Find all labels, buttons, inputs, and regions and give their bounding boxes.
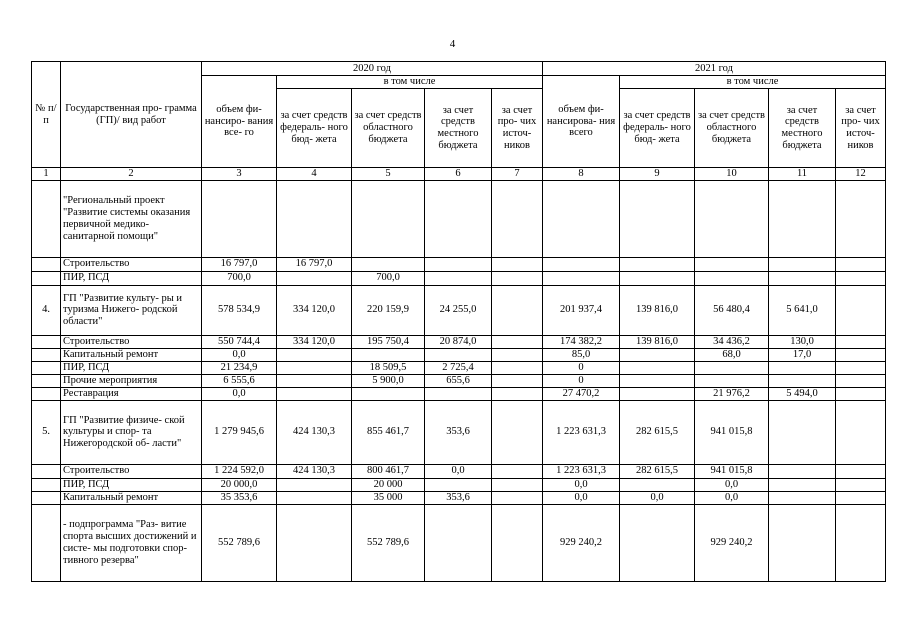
header-total-2020: объем фи- нансиро- вания все- го <box>202 76 277 168</box>
row-name: Строительство <box>61 335 202 348</box>
cell-c7 <box>492 257 543 271</box>
cell-c11 <box>769 257 836 271</box>
row-number <box>32 491 61 504</box>
header-total-2021: объем фи- нансирова- ния всего <box>543 76 620 168</box>
column-number: 9 <box>620 168 695 181</box>
row-number <box>32 464 61 478</box>
cell-c10: 0,0 <box>695 478 769 491</box>
cell-c4 <box>277 180 352 257</box>
cell-c3: 0,0 <box>202 387 277 400</box>
table-row <box>32 491 886 504</box>
cell-c5 <box>352 257 425 271</box>
cell-c6: 20 874,0 <box>425 335 492 348</box>
cell-c11 <box>769 180 836 257</box>
cell-c9 <box>620 348 695 361</box>
cell-c11 <box>769 374 836 387</box>
page-number: 4 <box>449 38 456 50</box>
cell-c9 <box>620 374 695 387</box>
cell-c6 <box>425 348 492 361</box>
header-year-2020: 2020 год <box>202 62 543 76</box>
cell-c5 <box>352 180 425 257</box>
cell-c10: 56 480,4 <box>695 285 769 335</box>
cell-c9: 282 615,5 <box>620 464 695 478</box>
cell-c3: 552 789,6 <box>202 504 277 581</box>
cell-c8: 929 240,2 <box>543 504 620 581</box>
cell-c8 <box>543 257 620 271</box>
row-number <box>32 374 61 387</box>
table-row <box>32 361 886 374</box>
row-name: "Региональный проект "Развитие системы оказания первичной медико-санитарной помощи" <box>61 180 202 257</box>
column-number: 8 <box>543 168 620 181</box>
row-name: ПИР, ПСД <box>61 271 202 285</box>
cell-c12 <box>836 285 886 335</box>
cell-c8: 1 223 631,3 <box>543 400 620 464</box>
cell-c9 <box>620 361 695 374</box>
column-number: 12 <box>836 168 886 181</box>
header-including-2020: в том числе <box>277 76 543 89</box>
row-number <box>32 271 61 285</box>
cell-c4: 16 797,0 <box>277 257 352 271</box>
cell-c6: 2 725,4 <box>425 361 492 374</box>
cell-c9 <box>620 504 695 581</box>
cell-c6 <box>425 387 492 400</box>
cell-c5 <box>352 387 425 400</box>
cell-c7 <box>492 387 543 400</box>
row-number <box>32 335 61 348</box>
cell-c7 <box>492 478 543 491</box>
cell-c7 <box>492 464 543 478</box>
row-number <box>32 257 61 271</box>
cell-c3: 700,0 <box>202 271 277 285</box>
cell-c9: 139 816,0 <box>620 335 695 348</box>
cell-c12 <box>836 361 886 374</box>
cell-c11: 17,0 <box>769 348 836 361</box>
column-number: 5 <box>352 168 425 181</box>
cell-c12 <box>836 257 886 271</box>
row-number <box>32 348 61 361</box>
cell-c7 <box>492 285 543 335</box>
cell-c9 <box>620 271 695 285</box>
cell-c7 <box>492 180 543 257</box>
cell-c3: 35 353,6 <box>202 491 277 504</box>
cell-c11 <box>769 361 836 374</box>
header-other-2020: за счет про- чих источ- ников <box>492 89 543 168</box>
cell-c3 <box>202 180 277 257</box>
cell-c5: 800 461,7 <box>352 464 425 478</box>
header-including-2021: в том числе <box>620 76 886 89</box>
cell-c10: 929 240,2 <box>695 504 769 581</box>
cell-c5: 700,0 <box>352 271 425 285</box>
cell-c3: 550 744,4 <box>202 335 277 348</box>
cell-c7 <box>492 348 543 361</box>
row-name: ГП "Развитие культу- ры и туризма Нижего- родской области" <box>61 285 202 335</box>
cell-c6 <box>425 271 492 285</box>
row-name: Строительство <box>61 257 202 271</box>
row-number <box>32 180 61 257</box>
cell-c3: 16 797,0 <box>202 257 277 271</box>
cell-c3: 6 555,6 <box>202 374 277 387</box>
table-row <box>32 348 886 361</box>
cell-c6: 353,6 <box>425 491 492 504</box>
cell-c6: 24 255,0 <box>425 285 492 335</box>
cell-c4 <box>277 361 352 374</box>
column-number: 4 <box>277 168 352 181</box>
cell-c4 <box>277 348 352 361</box>
cell-c8: 201 937,4 <box>543 285 620 335</box>
header-program: Государственная про- грамма (ГП)/ вид работ <box>61 62 202 168</box>
cell-c12 <box>836 374 886 387</box>
row-name: Капитальный ремонт <box>61 491 202 504</box>
cell-c12 <box>836 478 886 491</box>
column-number: 10 <box>695 168 769 181</box>
row-name: - подпрограмма "Раз- витие спорта высших достижений и систе- мы подготовки спор- тивного резерва" <box>61 504 202 581</box>
column-number: 11 <box>769 168 836 181</box>
cell-c7 <box>492 361 543 374</box>
cell-c12 <box>836 400 886 464</box>
cell-c3: 1 224 592,0 <box>202 464 277 478</box>
cell-c4 <box>277 271 352 285</box>
cell-c4: 424 130,3 <box>277 400 352 464</box>
cell-c12 <box>836 348 886 361</box>
cell-c4 <box>277 478 352 491</box>
cell-c10: 0,0 <box>695 491 769 504</box>
cell-c8: 0 <box>543 361 620 374</box>
column-number: 2 <box>61 168 202 181</box>
cell-c12 <box>836 335 886 348</box>
cell-c4 <box>277 387 352 400</box>
cell-c5: 20 000 <box>352 478 425 491</box>
cell-c3: 0,0 <box>202 348 277 361</box>
cell-c11 <box>769 478 836 491</box>
cell-c11: 5 641,0 <box>769 285 836 335</box>
cell-c10 <box>695 271 769 285</box>
row-number: 4. <box>32 285 61 335</box>
row-name: ПИР, ПСД <box>61 478 202 491</box>
row-name: ГП "Развитие физиче- ской культуры и спор- та Нижегородской об- ласти" <box>61 400 202 464</box>
cell-c8 <box>543 271 620 285</box>
cell-c11 <box>769 400 836 464</box>
cell-c9 <box>620 478 695 491</box>
cell-c5: 855 461,7 <box>352 400 425 464</box>
row-name: Капитальный ремонт <box>61 348 202 361</box>
cell-c8 <box>543 180 620 257</box>
financing-table <box>31 61 886 582</box>
header-local-2020: за счет средств местного бюджета <box>425 89 492 168</box>
header-federal-2020: за счет средств федераль- ного бюд- жета <box>277 89 352 168</box>
row-number <box>32 387 61 400</box>
cell-c5 <box>352 348 425 361</box>
cell-c12 <box>836 180 886 257</box>
cell-c12 <box>836 271 886 285</box>
cell-c5: 552 789,6 <box>352 504 425 581</box>
cell-c11 <box>769 504 836 581</box>
cell-c4: 334 120,0 <box>277 285 352 335</box>
cell-c6 <box>425 478 492 491</box>
cell-c10: 21 976,2 <box>695 387 769 400</box>
row-number: 5. <box>32 400 61 464</box>
cell-c7 <box>492 400 543 464</box>
cell-c9: 282 615,5 <box>620 400 695 464</box>
table-row <box>32 180 886 257</box>
cell-c12 <box>836 387 886 400</box>
cell-c12 <box>836 504 886 581</box>
cell-c8: 0 <box>543 374 620 387</box>
row-number <box>32 361 61 374</box>
cell-c10: 34 436,2 <box>695 335 769 348</box>
cell-c9: 139 816,0 <box>620 285 695 335</box>
column-number: 7 <box>492 168 543 181</box>
cell-c3: 578 534,9 <box>202 285 277 335</box>
header-regional-2021: за счет средств областного бюджета <box>695 89 769 168</box>
cell-c6: 0,0 <box>425 464 492 478</box>
table-row <box>32 400 886 464</box>
cell-c8: 0,0 <box>543 491 620 504</box>
header-local-2021: за счет средств местного бюджета <box>769 89 836 168</box>
cell-c5: 35 000 <box>352 491 425 504</box>
header-federal-2021: за счет средств федераль- ного бюд- жета <box>620 89 695 168</box>
table-row <box>32 504 886 581</box>
header-number: № п/п <box>32 62 61 168</box>
cell-c7 <box>492 271 543 285</box>
table-row <box>32 271 886 285</box>
cell-c10 <box>695 361 769 374</box>
header-regional-2020: за счет средств областного бюджета <box>352 89 425 168</box>
cell-c11 <box>769 271 836 285</box>
cell-c12 <box>836 464 886 478</box>
cell-c4 <box>277 504 352 581</box>
column-number: 1 <box>32 168 61 181</box>
table-row <box>32 464 886 478</box>
cell-c10: 941 015,8 <box>695 464 769 478</box>
cell-c8: 174 382,2 <box>543 335 620 348</box>
row-name: Строительство <box>61 464 202 478</box>
table-row <box>32 387 886 400</box>
cell-c5: 220 159,9 <box>352 285 425 335</box>
column-number: 3 <box>202 168 277 181</box>
cell-c4: 424 130,3 <box>277 464 352 478</box>
cell-c12 <box>836 491 886 504</box>
cell-c11: 130,0 <box>769 335 836 348</box>
cell-c3: 1 279 945,6 <box>202 400 277 464</box>
cell-c7 <box>492 335 543 348</box>
column-number: 6 <box>425 168 492 181</box>
cell-c10 <box>695 180 769 257</box>
cell-c11: 5 494,0 <box>769 387 836 400</box>
cell-c4: 334 120,0 <box>277 335 352 348</box>
cell-c6: 655,6 <box>425 374 492 387</box>
cell-c10: 941 015,8 <box>695 400 769 464</box>
cell-c9 <box>620 257 695 271</box>
header-year-2021: 2021 год <box>543 62 886 76</box>
cell-c4 <box>277 491 352 504</box>
cell-c9 <box>620 387 695 400</box>
cell-c5: 195 750,4 <box>352 335 425 348</box>
cell-c3: 21 234,9 <box>202 361 277 374</box>
cell-c10 <box>695 374 769 387</box>
column-number-row <box>32 168 886 181</box>
cell-c9 <box>620 180 695 257</box>
row-name: Реставрация <box>61 387 202 400</box>
table-row <box>32 478 886 491</box>
row-number <box>32 504 61 581</box>
cell-c6 <box>425 180 492 257</box>
row-name: Прочие мероприятия <box>61 374 202 387</box>
cell-c10: 68,0 <box>695 348 769 361</box>
cell-c9: 0,0 <box>620 491 695 504</box>
cell-c5: 5 900,0 <box>352 374 425 387</box>
table-row <box>32 257 886 271</box>
cell-c6: 353,6 <box>425 400 492 464</box>
cell-c4 <box>277 374 352 387</box>
cell-c11 <box>769 491 836 504</box>
row-number <box>32 478 61 491</box>
cell-c8: 85,0 <box>543 348 620 361</box>
table-row <box>32 335 886 348</box>
cell-c11 <box>769 464 836 478</box>
table-row <box>32 285 886 335</box>
cell-c3: 20 000,0 <box>202 478 277 491</box>
row-name: ПИР, ПСД <box>61 361 202 374</box>
header-other-2021: за счет про- чих источ- ников <box>836 89 886 168</box>
table-row <box>32 374 886 387</box>
cell-c5: 18 509,5 <box>352 361 425 374</box>
cell-c6 <box>425 504 492 581</box>
cell-c7 <box>492 374 543 387</box>
cell-c8: 0,0 <box>543 478 620 491</box>
cell-c7 <box>492 491 543 504</box>
cell-c6 <box>425 257 492 271</box>
cell-c8: 27 470,2 <box>543 387 620 400</box>
cell-c7 <box>492 504 543 581</box>
cell-c10 <box>695 257 769 271</box>
cell-c8: 1 223 631,3 <box>543 464 620 478</box>
